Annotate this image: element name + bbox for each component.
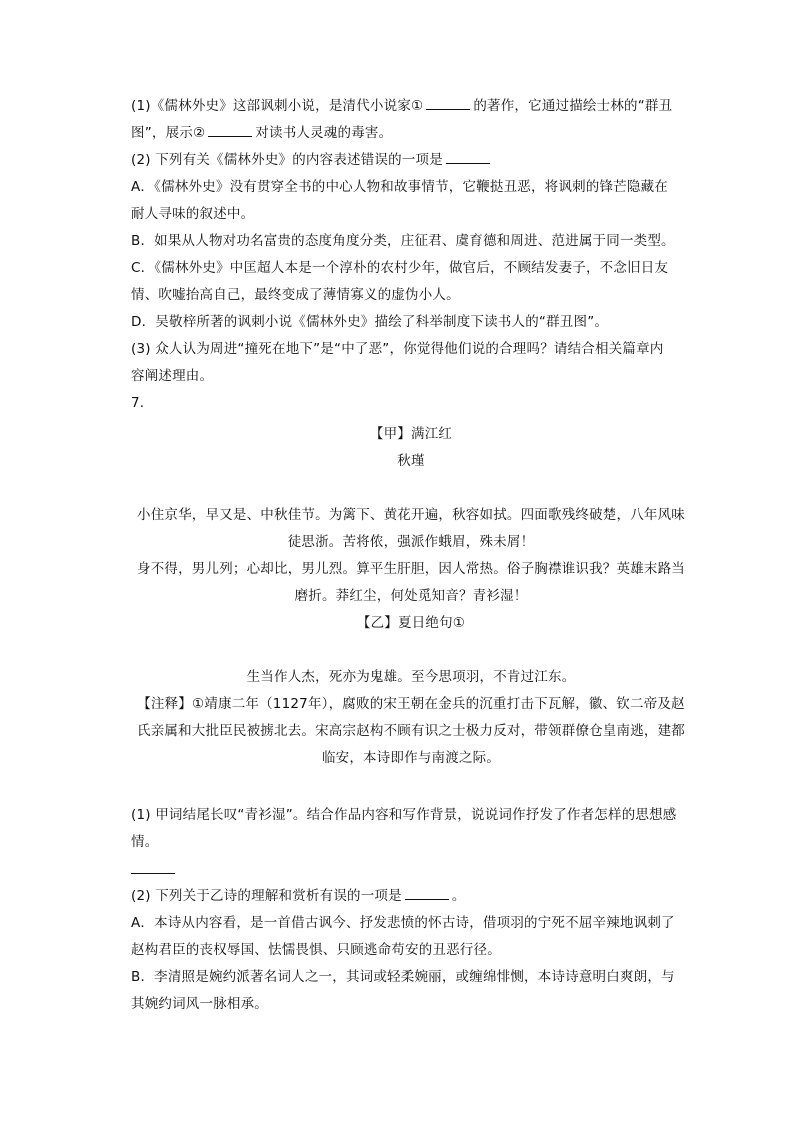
blank-1[interactable]	[426, 97, 470, 110]
q7-option-b-line1: B．李清照是婉约派著名词人之一，其词或轻柔婉丽，或缠绵悱恻，本诗诗意明白爽朗，与	[131, 969, 675, 985]
q6-part1-text-d: 对读书人灵魂的毒害。	[255, 125, 393, 141]
poem-jia-line2: 徒思浙。苦将侬，强派作蛾眉，殊未屑！	[287, 534, 535, 550]
blank-2[interactable]	[208, 124, 252, 137]
q6-option-b: B．如果从人物对功名富贵的态度角度分类，庄征君、虞育德和周进、范进属于同一类型。	[131, 233, 675, 249]
q7-part1-line1: (1) 甲词结尾长叹“青衫湿”。结合作品内容和写作背景，说说词作抒发了作者怎样的思想感	[131, 807, 677, 823]
q6-part3-line1: (3) 众人认为周进“撞死在地下”是“中了恶”，你觉得他们说的合理吗？请结合相关篇章内	[131, 341, 664, 357]
poem-yi-text: 生当作人杰，死亦为鬼雄。至今思项羽，不肯过江东。	[246, 669, 576, 685]
q6-option-a-line1: A．《儒林外史》没有贯穿全书的中心人物和故事情节，它鞭挞丑恶，将讽刺的锋芒隐藏在	[131, 179, 668, 195]
q7-option-b-line2: 其婉约词风一脉相承。	[131, 996, 268, 1012]
q6-option-c-line1: C．《儒林外史》中匡超人本是一个淳朴的农村少年，做官后，不顾结发妻子，不念旧日友	[131, 260, 669, 276]
q7-option-a-line2: 赵构君臣的丧权辱国、怯懦畏惧、只顾逃命苟安的丑恶行径。	[131, 942, 501, 958]
note-line1: 【注释】①靖康二年（1127年），腐败的宋王朝在金兵的沉重打击下瓦解，徽、钦二帝及赵	[137, 696, 685, 712]
q6-part1-line2	[131, 123, 392, 143]
q7-part2-end: 。	[451, 888, 466, 904]
q7-part2-stem	[131, 886, 466, 906]
q6-part2-stem	[131, 150, 493, 170]
q6-part3-line2: 容阐述理由。	[131, 368, 214, 384]
q7-option-a-line1: A．本诗从内容看，是一首借古讽今、抒发悲愤的怀古诗，借项羽的宁死不屈辛辣地讽刺了	[131, 915, 675, 931]
note-line2: 氏亲属和大批臣民被掳北去。宋高宗赵构不顾有识之士极力反对，带领群僚仓皇南逃，建都	[137, 723, 685, 739]
q7-part2-text: (2) 下列关于乙诗的理解和赏析有误的一项是	[131, 888, 402, 904]
q6-option-c-line2: 情、吹嘘抬高自己，最终变成了薄情寡义的虚伪小人。	[131, 287, 460, 303]
q6-option-a-line2: 耐人寻味的叙述中。	[131, 206, 255, 222]
q6-part1-text-a: (1)《儒林外史》这部讽刺小说，是清代小说家①	[131, 98, 424, 114]
answer-line[interactable]	[131, 873, 175, 874]
q7-part1-line2: 情。	[131, 834, 159, 850]
poem-jia-author: 秋瑾	[397, 453, 425, 469]
q6-option-d: D．吴敬梓所著的讽刺小说《儒林外史》描绘了科举制度下读书人的“群丑图”。	[131, 314, 609, 330]
q7-number: 7.	[131, 395, 145, 411]
q6-part1-text-b: 的著作，它通过描绘士林的“群丑	[473, 98, 673, 114]
blank-3[interactable]	[446, 151, 490, 164]
poem-jia-line4: 磨折。莽红尘，何处觅知音？青衫湿！	[294, 588, 528, 604]
poem-jia-title: 【甲】满江红	[369, 426, 453, 442]
poem-yi-title: 【乙】夏日绝句①	[356, 615, 466, 631]
q6-part1-text-c: 图”，展示②	[131, 125, 206, 141]
note-line3: 临安，本诗即作与南渡之际。	[321, 750, 501, 766]
poem-jia-line3: 身不得，男儿列；心却比，男儿烈。算平生肝胆，因人常热。俗子胸襟谁识我？英雄末路当	[137, 561, 685, 577]
q6-part2-text: (2) 下列有关《儒林外史》的内容表述错误的一项是	[131, 152, 443, 168]
q6-part1-line1	[131, 96, 672, 116]
blank-4[interactable]	[405, 887, 449, 900]
poem-jia-line1: 小住京华，早又是、中秋佳节。为篱下、黄花开遍，秋容如拭。四面歌残终破楚，八年风味	[137, 507, 685, 523]
